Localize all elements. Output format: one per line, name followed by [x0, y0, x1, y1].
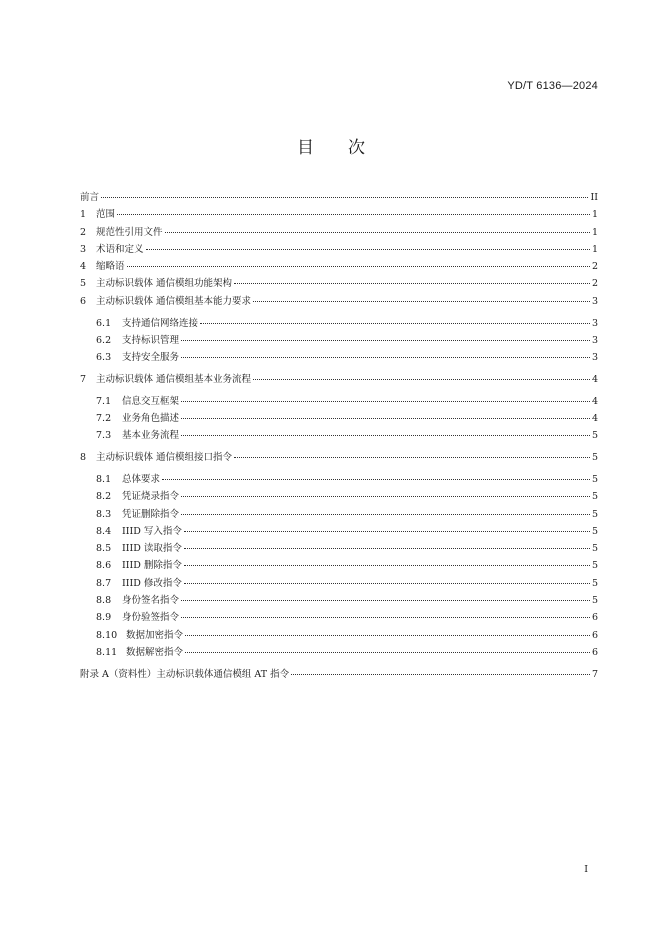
toc-entry[interactable]: [80, 488, 598, 505]
toc-entry[interactable]: [80, 666, 598, 683]
toc-entry-title: 基本业务流程: [122, 430, 180, 442]
toc-dot-leader: [181, 617, 590, 618]
toc-entry-page: 5: [591, 452, 598, 464]
toc-entry-title: 前言: [80, 192, 100, 203]
toc-entry-page: 5: [591, 595, 598, 607]
toc-entry-number: 8.10: [96, 629, 118, 641]
toc-dot-leader: [181, 401, 590, 402]
toc-dot-leader: [181, 514, 590, 515]
toc-entry[interactable]: [80, 523, 598, 540]
toc-entry-number: 8.5: [96, 543, 112, 555]
table-of-contents: [80, 189, 598, 683]
toc-dot-leader: [162, 479, 590, 480]
toc-entry-title: 业务角色描述: [122, 413, 180, 425]
toc-entry-number: 8: [80, 452, 87, 464]
toc-dot-leader: [181, 340, 590, 341]
toc-entry-title: 缩略语: [96, 261, 125, 273]
toc-entry-page: 3: [591, 352, 598, 364]
toc-entry-title: 规范性引用文件: [96, 226, 163, 238]
page-title: 目次: [297, 138, 399, 158]
toc-entry-title: 支持标识管理: [122, 334, 180, 346]
toc-dot-leader: [165, 232, 590, 233]
toc-entry[interactable]: [80, 206, 598, 223]
toc-entry-page: 6: [591, 612, 598, 624]
toc-entry[interactable]: [80, 371, 598, 388]
toc-entry-number: 6: [80, 295, 87, 307]
toc-entry[interactable]: [80, 224, 598, 241]
toc-entry[interactable]: [80, 349, 598, 366]
toc-entry-title: 术语和定义: [96, 243, 144, 255]
toc-entry-number: 8.2: [96, 491, 112, 503]
toc-entry-page: 3: [591, 317, 598, 329]
toc-entry-page: 4: [591, 373, 598, 385]
toc-entry[interactable]: [80, 506, 598, 523]
toc-dot-leader: [253, 379, 590, 380]
toc-entry-title: 身份签名指令: [122, 595, 180, 607]
toc-entry-page: 1: [591, 243, 598, 255]
toc-entry-number: 7.1: [96, 395, 112, 407]
toc-entry-page: 1: [591, 209, 598, 221]
toc-entry[interactable]: [80, 427, 598, 444]
toc-dot-leader: [200, 323, 590, 324]
toc-entry[interactable]: [80, 189, 598, 206]
document-id: YD/T 6136—2024: [507, 80, 598, 92]
toc-dot-leader: [184, 565, 590, 566]
toc-entry-page: 4: [591, 413, 598, 425]
toc-entry-title: 总体要求: [122, 473, 161, 485]
toc-entry[interactable]: [80, 410, 598, 427]
toc-entry-number: 8.3: [96, 508, 112, 520]
toc-dot-leader: [101, 197, 588, 198]
toc-entry-title: IIID 写入指令: [122, 525, 182, 537]
toc-entry-title: 凭证烧录指令: [122, 491, 180, 503]
toc-entry-page: 6: [591, 646, 598, 658]
toc-entry-number: 6.2: [96, 334, 112, 346]
toc-entry-title: 数据加密指令: [126, 629, 184, 641]
toc-entry[interactable]: [80, 275, 598, 292]
toc-entry-number: 8.11: [96, 646, 118, 658]
toc-entry-page: 4: [591, 395, 598, 407]
toc-dot-leader: [234, 457, 590, 458]
toc-entry[interactable]: [80, 540, 598, 557]
toc-entry-number: 2: [80, 226, 87, 238]
toc-dot-leader: [146, 249, 590, 250]
toc-entry[interactable]: [80, 241, 598, 258]
page-number: I: [584, 864, 588, 875]
toc-dot-leader: [253, 301, 590, 302]
toc-entry-number: 7: [80, 373, 87, 385]
toc-entry-number: 8.9: [96, 612, 112, 624]
toc-entry-number: 1: [80, 209, 87, 221]
toc-entry-title: 主动标识载体 通信模组接口指令: [96, 452, 233, 464]
toc-entry[interactable]: [80, 449, 598, 466]
toc-entry-title: 数据解密指令: [126, 646, 184, 658]
toc-entry[interactable]: [80, 575, 598, 592]
toc-dot-leader: [127, 266, 590, 267]
toc-dot-leader: [181, 496, 590, 497]
toc-dot-leader: [181, 600, 590, 601]
toc-dot-leader: [184, 583, 590, 584]
toc-entry-title: 主动标识载体 通信模组基本业务流程: [96, 373, 252, 385]
toc-entry[interactable]: [80, 557, 598, 574]
toc-entry-page: 2: [591, 278, 598, 290]
toc-entry-title: 凭证删除指令: [122, 508, 180, 520]
toc-entry-page: 5: [591, 560, 598, 572]
toc-entry-number: 6.1: [96, 317, 112, 329]
toc-dot-leader: [181, 357, 590, 358]
toc-entry-title: 范围: [96, 209, 116, 221]
toc-dot-leader: [184, 548, 590, 549]
toc-entry-page: 5: [591, 508, 598, 520]
toc-entry-number: 7.3: [96, 430, 112, 442]
toc-entry-number: 8.1: [96, 473, 112, 485]
toc-entry-page: 3: [591, 295, 598, 307]
toc-entry-page: II: [590, 192, 598, 203]
toc-entry-number: 3: [80, 243, 87, 255]
toc-dot-leader: [184, 531, 590, 532]
toc-entry-page: 1: [591, 226, 598, 238]
toc-dot-leader: [181, 435, 590, 436]
toc-entry-number: 7.2: [96, 413, 112, 425]
toc-entry-title: 支持安全服务: [122, 352, 180, 364]
toc-entry-page: 3: [591, 334, 598, 346]
toc-entry-page: 7: [591, 668, 598, 680]
toc-entry-title: 主动标识载体 通信模组基本能力要求: [96, 295, 252, 307]
toc-dot-leader: [117, 214, 590, 215]
toc-entry-page: 5: [591, 525, 598, 537]
toc-entry-page: 5: [591, 430, 598, 442]
toc-entry-page: 6: [591, 629, 598, 641]
toc-entry-page: 2: [591, 261, 598, 273]
toc-entry-page: 5: [591, 543, 598, 555]
toc-entry-number: 6.3: [96, 352, 112, 364]
toc-entry[interactable]: [80, 644, 598, 661]
toc-entry-page: 5: [591, 577, 598, 589]
toc-entry-number: 8.8: [96, 595, 112, 607]
toc-entry[interactable]: [80, 332, 598, 349]
toc-entry-title: 信息交互框架: [122, 395, 180, 407]
toc-entry-title: 主动标识载体 通信模组功能架构: [96, 278, 233, 290]
toc-entry[interactable]: [80, 471, 598, 488]
toc-entry-number: 8.4: [96, 525, 112, 537]
toc-entry[interactable]: [80, 315, 598, 332]
toc-entry-title: 附录 A（资料性）主动标识载体通信模组 AT 指令: [80, 668, 290, 680]
toc-entry-title: IIID 读取指令: [122, 543, 182, 555]
toc-dot-leader: [181, 418, 590, 419]
toc-entry[interactable]: [80, 258, 598, 275]
toc-entry-number: 8.7: [96, 577, 112, 589]
toc-dot-leader: [185, 635, 590, 636]
toc-entry-number: 8.6: [96, 560, 112, 572]
toc-entry[interactable]: [80, 393, 598, 410]
toc-entry-number: 4: [80, 261, 87, 273]
toc-entry[interactable]: [80, 592, 598, 609]
toc-entry[interactable]: [80, 293, 598, 310]
toc-entry-page: 5: [591, 491, 598, 503]
toc-entry-title: 支持通信网络连接: [122, 317, 199, 329]
toc-entry-page: 5: [591, 473, 598, 485]
toc-dot-leader: [234, 283, 590, 284]
toc-entry-title: IIID 删除指令: [122, 560, 182, 572]
toc-entry-number: 5: [80, 278, 87, 290]
toc-entry-title: IIID 修改指令: [122, 577, 182, 589]
toc-dot-leader: [291, 674, 590, 675]
toc-entry-title: 身份验签指令: [122, 612, 180, 624]
toc-entry[interactable]: [80, 627, 598, 644]
toc-entry[interactable]: [80, 609, 598, 626]
toc-dot-leader: [185, 652, 590, 653]
